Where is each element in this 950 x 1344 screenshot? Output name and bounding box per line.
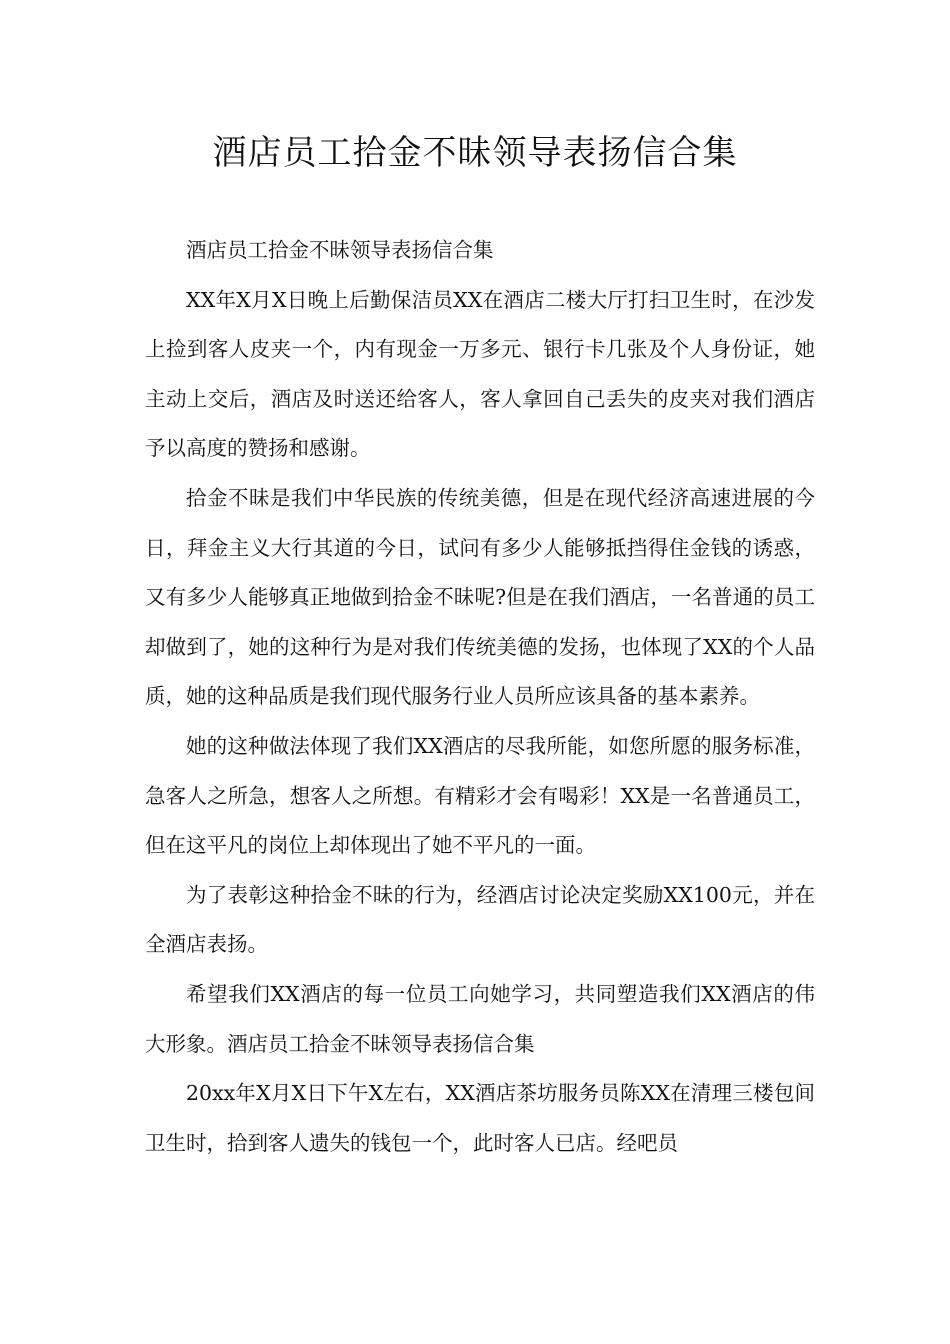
paragraph-heading-repeat: 酒店员工拾金不昧领导表扬信合集 bbox=[186, 238, 494, 262]
document-body bbox=[145, 226, 815, 1168]
paragraph-second-letter: 20xx年X月X日下午X左右，XX酒店茶坊服务员陈XX在清理三楼包间卫生时，拾到客人遗失的钱包一个，此时客人已店。经吧员 bbox=[145, 1081, 815, 1155]
paragraph-virtue: 拾金不昧是我们中华民族的传统美德，但是在现代经济高速进展的今日，拜金主义大行其道的今日，试问有多少人能够抵挡得住金钱的诱惑，又有多少人能够真正地做到拾金不昧呢?但是在我们酒店，一名普通的员工却做到了，她的这种行为是对我们传统美德的发扬，也体现了XX的个人品质，她的这种品质是我们现代服务行业人员所应该具备的基本素养。 bbox=[145, 485, 815, 709]
paragraph-reward: 为了表彰这种拾金不昧的行为，经酒店讨论决定奖励XX100元，并在全酒店表扬。 bbox=[145, 882, 815, 957]
document-title: 酒店员工拾金不昧领导表扬信合集 bbox=[212, 133, 738, 173]
paragraph-hope: 希望我们XX酒店的每一位员工向她学习，共同塑造我们XX酒店的伟大形象。酒店员工拾金不昧领导表扬信合集 bbox=[145, 981, 815, 1056]
paragraph-service-standard: 她的这种做法体现了我们XX酒店的尽我所能，如您所愿的服务标准，急客人之所急，想客人之所想。有精彩才会有喝彩！XX是一名普通员工，但在这平凡的岗位上却体现出了她不平凡的一面。 bbox=[145, 733, 815, 858]
paragraph-incident: XX年X月X日晚上后勤保洁员XX在酒店二楼大厅打扫卫生时，在沙发上捡到客人皮夹一个，内有现金一万多元、银行卡几张及个人身份证，她主动上交后，酒店及时送还给客人，客人拿回自己丢失的皮夹对我们酒店予以高度的赞扬和感谢。 bbox=[145, 287, 815, 461]
